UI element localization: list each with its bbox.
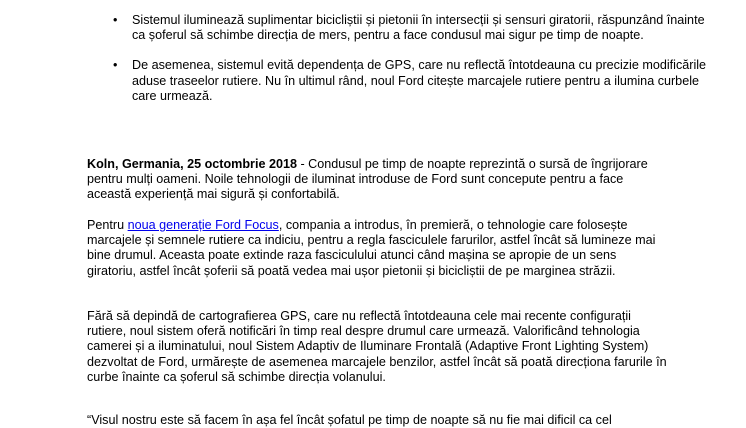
intro-paragraph — [87, 157, 667, 203]
bullet-item — [113, 13, 713, 43]
focus-paragraph — [87, 218, 667, 279]
bullet-text: De asemenea, sistemul evită dependența de GPS, care nu reflectă întotdeauna cu precizie modificările aduse traseelor rutiere. Nu în ultimul rând, noul Ford citește marcajele rutiere pentru a ilumina curbele care urmează. — [132, 58, 707, 103]
ford-focus-link[interactable]: noua generație Ford Focus — [127, 218, 279, 232]
bullet-item — [113, 58, 713, 104]
bullet-text: Sistemul iluminează suplimentar bicicliștii și pietonii în intersecții și sensuri giratorii, răspunzând înainte ca șoferul să schimbe direcția de mers, pentru a face condusul mai sigur pe timp de noapte. — [132, 13, 705, 43]
gps-paragraph: Fără să depindă de cartografierea GPS, care nu reflectă întotdeauna cele mai recente configurații rutiere, noul sistem oferă notificări în timp real despre drumul care urmează. Valorificând tehnologia camerei și a iluminatului, noul Sistem Adaptiv de Iluminare Frontală (Adaptive Front Lighting System) dezvoltat de Ford, urmărește de asemenea marcajele benzilor, astfel încât să poată direcționa farurile în curbe înainte ca șoferul să schimbe direcția volanului. — [87, 309, 667, 384]
focus-text-before: Pentru — [87, 218, 128, 232]
bullet-list — [113, 13, 713, 119]
focus-text-after: , compania a introdus, în premieră, o tehnologie care folosește marcajele și semnele rutiere ca indiciu, pentru a regla fasciculele farurilor, astfel încât să lumineze mai bine drumul. Aceasta poate extinde raza fasciculului atunci când mașina se apropie de un sens giratoriu, astfel încât șoferii să poată vedea mai ușor pietonii și bicicliștii de pe marginea străzii. — [87, 218, 656, 278]
bullet-dot-icon: • — [113, 58, 118, 73]
quote-paragraph: “Visul nostru este să facem în așa fel încât șofatul pe timp de noapte să nu fie mai dificil ca cel — [87, 413, 612, 427]
bullet-dot-icon: • — [113, 13, 118, 27]
dateline: Koln, Germania, 25 octombrie 2018 — [87, 157, 297, 171]
intro-text: - Condusul pe timp de noapte reprezintă o sursă de îngrijorare pentru mulți oameni. Noile tehnologii de iluminat introduse de Ford sunt concepute pentru a face această experiență mai sigură și confortabilă. — [87, 157, 648, 202]
